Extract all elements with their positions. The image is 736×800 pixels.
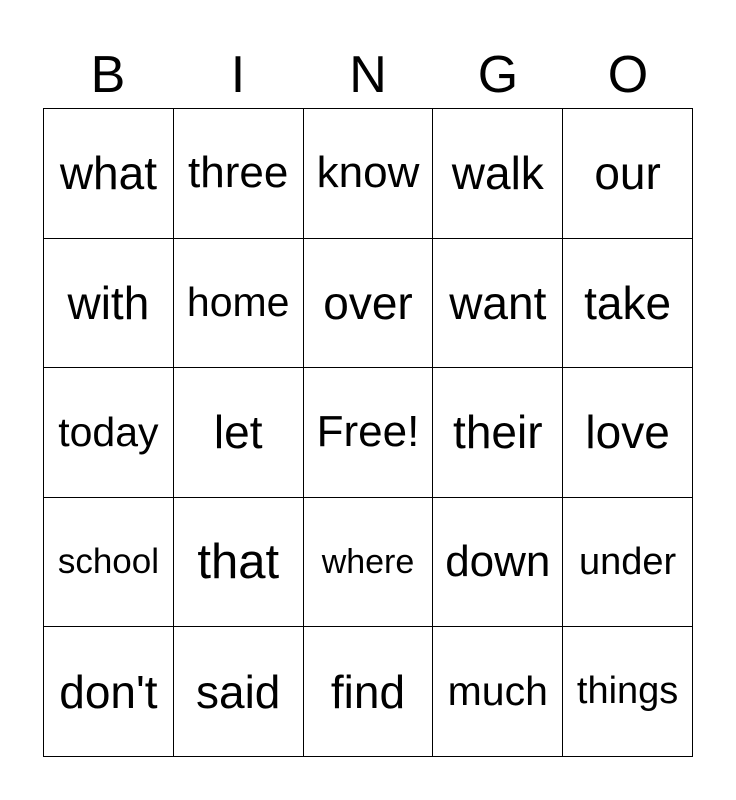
bingo-cell: want: [433, 239, 563, 369]
header-letter-o: O: [607, 46, 649, 104]
bingo-cell: let: [174, 368, 304, 498]
bingo-cell: their: [433, 368, 563, 498]
bingo-header: [43, 42, 693, 108]
bingo-cell: what: [44, 109, 174, 239]
bingo-cell: today: [44, 368, 174, 498]
bingo-cell: home: [174, 239, 304, 369]
bingo-cell: our: [563, 109, 693, 239]
bingo-cell: things: [563, 627, 693, 757]
header-letter-i: I: [230, 46, 246, 104]
bingo-cell: that: [174, 498, 304, 628]
bingo-cell: take: [563, 239, 693, 369]
bingo-cell: down: [433, 498, 563, 628]
bingo-board: [43, 108, 693, 757]
bingo-cell: over: [304, 239, 434, 369]
bingo-cell: school: [44, 498, 174, 628]
bingo-cell: where: [304, 498, 434, 628]
bingo-cell: much: [433, 627, 563, 757]
header-letter-b: B: [90, 46, 126, 104]
bingo-cell: under: [563, 498, 693, 628]
bingo-cell: don't: [44, 627, 174, 757]
bingo-cell: with: [44, 239, 174, 369]
free-space-cell: Free!: [304, 368, 434, 498]
bingo-cell: know: [304, 109, 434, 239]
header-letter-n: N: [349, 46, 387, 104]
header-letter-g: G: [477, 46, 519, 104]
bingo-cell: said: [174, 627, 304, 757]
bingo-cell: three: [174, 109, 304, 239]
bingo-cell: find: [304, 627, 434, 757]
bingo-cell: love: [563, 368, 693, 498]
bingo-cell: walk: [433, 109, 563, 239]
